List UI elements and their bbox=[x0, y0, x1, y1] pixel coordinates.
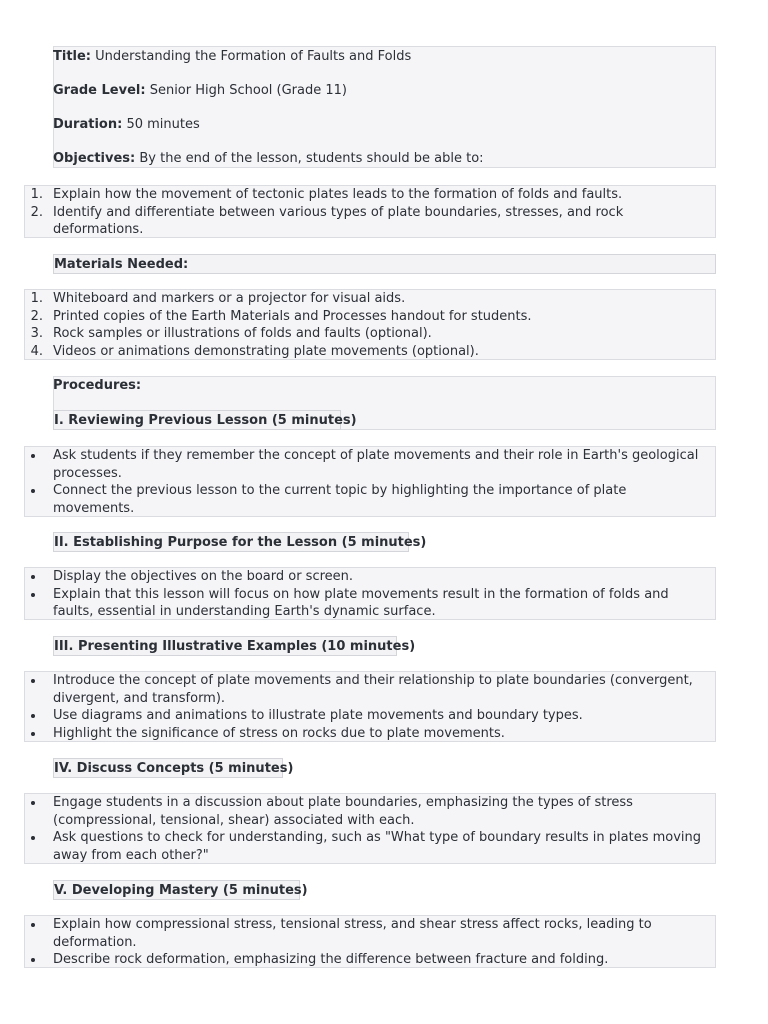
list-item: 1. Whiteboard and markers or a projector for visual aids. bbox=[30, 291, 406, 306]
objectives-line bbox=[53, 150, 484, 168]
list-item: Display the objectives on the board or screen. bbox=[25, 568, 715, 586]
list-item: 2. Printed copies of the Earth Materials and Processes handout for students. bbox=[30, 308, 532, 324]
list-item: Ask questions to check for understanding, such as "What type of boundary results in plates moving away from each other?" bbox=[25, 829, 715, 864]
list-item: Explain that this lesson will focus on how plate movements result in the formation of folds and faults, essential in understanding Earth's dynamic surface. bbox=[25, 586, 715, 621]
section-4-list-box bbox=[24, 793, 716, 864]
section-3-list-box bbox=[24, 671, 716, 742]
bullet-icon bbox=[31, 575, 35, 579]
materials-list bbox=[25, 290, 715, 360]
list-item: Connect the previous lesson to the current topic by highlighting the importance of plate movements. bbox=[25, 482, 715, 517]
section-heading-5: V. Developing Mastery (5 minutes) bbox=[53, 880, 300, 900]
bullet-icon bbox=[31, 679, 35, 683]
section-heading-2: II. Establishing Purpose for the Lesson (5 minutes) bbox=[53, 532, 409, 552]
bullet-icon bbox=[31, 593, 35, 597]
list-item: Engage students in a discussion about plate boundaries, emphasizing the types of stress (compressional, tensional, shear) associated with each. bbox=[25, 794, 715, 829]
section-2-list-box bbox=[24, 567, 716, 620]
bullet-icon bbox=[31, 958, 35, 962]
materials-list-box bbox=[24, 289, 716, 360]
list-item: Use diagrams and animations to illustrate plate movements and boundary types. bbox=[25, 707, 715, 725]
duration-line bbox=[53, 116, 200, 134]
bullet-icon bbox=[31, 836, 35, 840]
section-1-list bbox=[25, 447, 715, 517]
bullet-icon bbox=[31, 489, 35, 493]
bullet-icon bbox=[31, 923, 35, 927]
list-item: 3. Rock samples or illustrations of folds and faults (optional). bbox=[30, 326, 432, 341]
section-5-list-box bbox=[24, 915, 716, 968]
list-item: Highlight the significance of stress on rocks due to plate movements. bbox=[25, 725, 715, 743]
section-heading-1: I. Reviewing Previous Lesson (5 minutes) bbox=[53, 410, 341, 430]
bullet-icon bbox=[31, 801, 35, 805]
grade-level-value: Senior High School (Grade 11) bbox=[149, 83, 347, 98]
bullet-icon bbox=[31, 732, 35, 736]
section-2-list bbox=[25, 568, 715, 621]
title-line bbox=[53, 48, 411, 66]
bullet-icon bbox=[31, 714, 35, 718]
duration-label: Duration: bbox=[53, 117, 123, 132]
list-item: Introduce the concept of plate movements and their relationship to plate boundaries (convergent, divergent, and transform). bbox=[25, 672, 715, 707]
title-label: Title: bbox=[53, 49, 92, 64]
objectives-label: Objectives: bbox=[53, 151, 136, 166]
lesson-title: Understanding the Formation of Faults and Folds bbox=[95, 49, 412, 64]
list-item: Explain how compressional stress, tensional stress, and shear stress affect rocks, leading to deformation. bbox=[25, 916, 715, 951]
list-item: 4. Videos or animations demonstrating plate movements (optional). bbox=[30, 343, 479, 359]
section-heading-3: III. Presenting Illustrative Examples (10 minutes) bbox=[53, 636, 397, 656]
list-item: Ask students if they remember the concept of plate movements and their role in Earth's geological processes. bbox=[25, 447, 715, 482]
list-item: 2. Identify and differentiate between various types of plate boundaries, stresses, and rock deformations. bbox=[30, 204, 624, 237]
section-heading-4: IV. Discuss Concepts (5 minutes) bbox=[53, 758, 283, 778]
objectives-list-box bbox=[24, 185, 716, 238]
materials-heading: Materials Needed: bbox=[53, 254, 716, 274]
section-5-list bbox=[25, 916, 715, 969]
list-item: Describe rock deformation, emphasizing the difference between fracture and folding. bbox=[25, 951, 715, 969]
section-4-list bbox=[25, 794, 715, 864]
objectives-intro: By the end of the lesson, students should be able to: bbox=[139, 151, 484, 166]
objectives-list bbox=[25, 186, 715, 239]
list-item: 1. Explain how the movement of tectonic plates leads to the formation of folds and faults. bbox=[30, 187, 623, 202]
grade-level-label: Grade Level: bbox=[53, 83, 146, 98]
section-3-list bbox=[25, 672, 715, 742]
section-1-list-box bbox=[24, 446, 716, 517]
bullet-icon bbox=[31, 454, 35, 458]
grade-level-line bbox=[53, 82, 347, 100]
procedures-heading: Procedures: bbox=[53, 378, 142, 393]
duration-value: 50 minutes bbox=[126, 117, 200, 132]
